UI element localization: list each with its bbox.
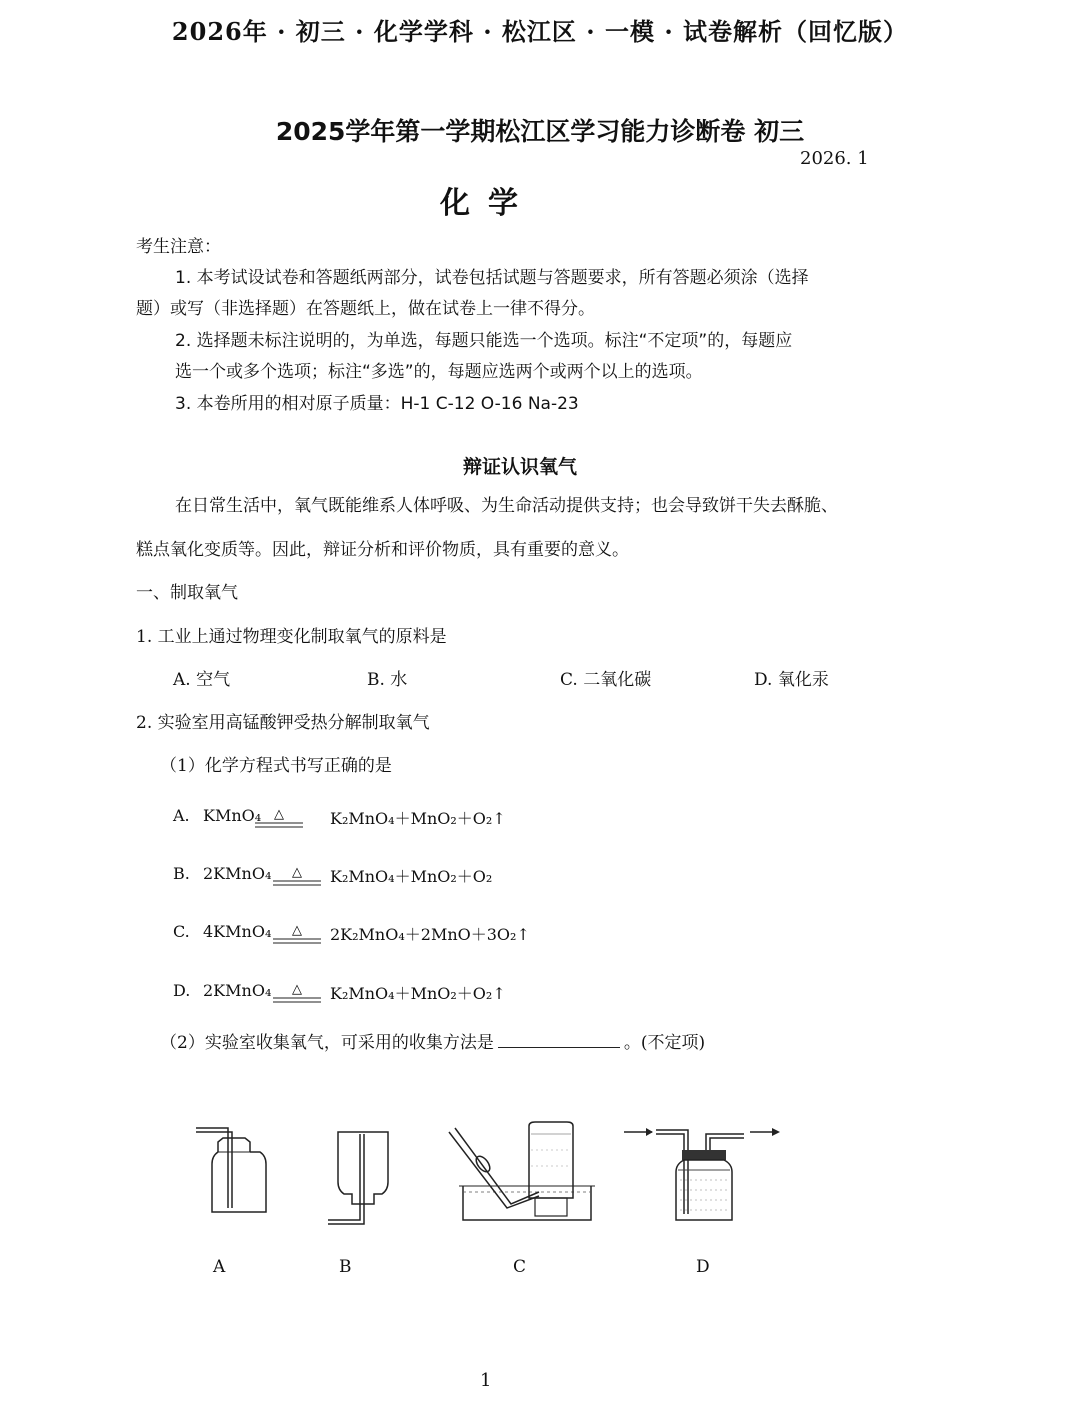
part-heading: 一、制取氧气 — [136, 583, 238, 603]
equation-label: D. — [173, 981, 191, 1000]
notice-line-1a: 1. 本考试设试卷和答题纸两部分，试卷包括试题与答题要求，所有答题必须涂（选择 — [175, 268, 809, 288]
equation-product: 2K₂MnO₄＋2MnO＋3O₂↑ — [330, 925, 530, 944]
equation-product: K₂MnO₄＋MnO₂＋O₂ — [330, 867, 493, 886]
q2-sub2-text: （2）实验室收集氧气，可采用的收集方法是 — [160, 1033, 494, 1053]
notice-line-2a: 2. 选择题未标注说明的，为单选，每题只能选一个选项。标注“不定项”的，每题应 — [175, 331, 793, 351]
notice-heading: 考生注意： — [136, 237, 221, 257]
page-number: 1 — [480, 1370, 492, 1391]
equation-label: C. — [173, 922, 190, 941]
equation-reactant: 2KMnO₄ — [203, 864, 272, 883]
banner-title: 2026年 · 初三 · 化学学科 · 松江区 · 一模 · 试卷解析（回忆版） — [171, 17, 909, 46]
intro-line-2: 糕点氧化变质等。因此，辩证分析和评价物质，具有重要的意义。 — [136, 540, 629, 560]
apparatus-label-a: A — [213, 1257, 226, 1277]
apparatus-c-water-displacement — [445, 1120, 595, 1226]
q1-option-d: D. 氧化汞 — [754, 670, 829, 690]
heat-condition-sign — [271, 864, 323, 890]
svg-text:△: △ — [292, 865, 302, 880]
exam-date: 2026. 1 — [800, 148, 869, 169]
exam-title: 2025学年第一学期松江区学习能力诊断卷 初三 — [275, 117, 805, 146]
intro-line-1: 在日常生活中，氧气既能维系人体呼吸、为生命活动提供支持；也会导致饼干失去酥脆、 — [175, 496, 838, 516]
apparatus-d-wash-bottle — [622, 1120, 784, 1226]
notice-line-1b: 题）或写（非选择题）在答题纸上，做在试卷上一律不得分。 — [136, 299, 595, 319]
notice-line-3: 3. 本卷所用的相对原子质量：H-1 C-12 O-16 Na-23 — [175, 394, 579, 414]
q2-sub2-suffix: 。(不定项) — [623, 1033, 706, 1053]
svg-text:△: △ — [292, 923, 302, 938]
apparatus-label-d: D — [696, 1257, 710, 1277]
answer-blank[interactable] — [498, 1033, 620, 1048]
apparatus-label-c: C — [513, 1257, 527, 1277]
q1-option-b: B. 水 — [367, 670, 408, 690]
apparatus-b-inverted-bottle — [322, 1128, 402, 1228]
q2-stem: 2. 实验室用高锰酸钾受热分解制取氧气 — [136, 713, 430, 733]
q2-sub1: （1）化学方程式书写正确的是 — [160, 756, 392, 776]
equation-label: B. — [173, 864, 190, 883]
equation-product: K₂MnO₄＋MnO₂＋O₂↑ — [330, 984, 506, 1003]
q2-sub2 — [160, 1028, 705, 1053]
notice-line-2b: 选一个或多个选项；标注“多选”的，每题应选两个或两个以上的选项。 — [175, 362, 703, 382]
apparatus-a-gas-bottle — [190, 1118, 280, 1222]
q1-stem: 1. 工业上通过物理变化制取氧气的原料是 — [136, 627, 447, 647]
equation-product: K₂MnO₄＋MnO₂＋O₂↑ — [330, 809, 506, 828]
heat-condition-sign — [271, 922, 323, 948]
svg-text:△: △ — [292, 982, 302, 997]
heat-condition-sign — [253, 806, 305, 832]
equation-reactant: KMnO₄ — [203, 806, 262, 825]
q1-option-a: A. 空气 — [173, 670, 231, 690]
equation-reactant: 2KMnO₄ — [203, 981, 272, 1000]
svg-text:△: △ — [274, 807, 284, 822]
section-title: 辩证认识氧气 — [462, 456, 577, 478]
q1-option-c: C. 二氧化碳 — [560, 670, 652, 690]
equation-reactant: 4KMnO₄ — [203, 922, 272, 941]
apparatus-label-b: B — [339, 1257, 352, 1277]
exam-subject: 化学 — [440, 186, 536, 221]
equation-label: A. — [173, 806, 190, 825]
heat-condition-sign — [271, 981, 323, 1007]
